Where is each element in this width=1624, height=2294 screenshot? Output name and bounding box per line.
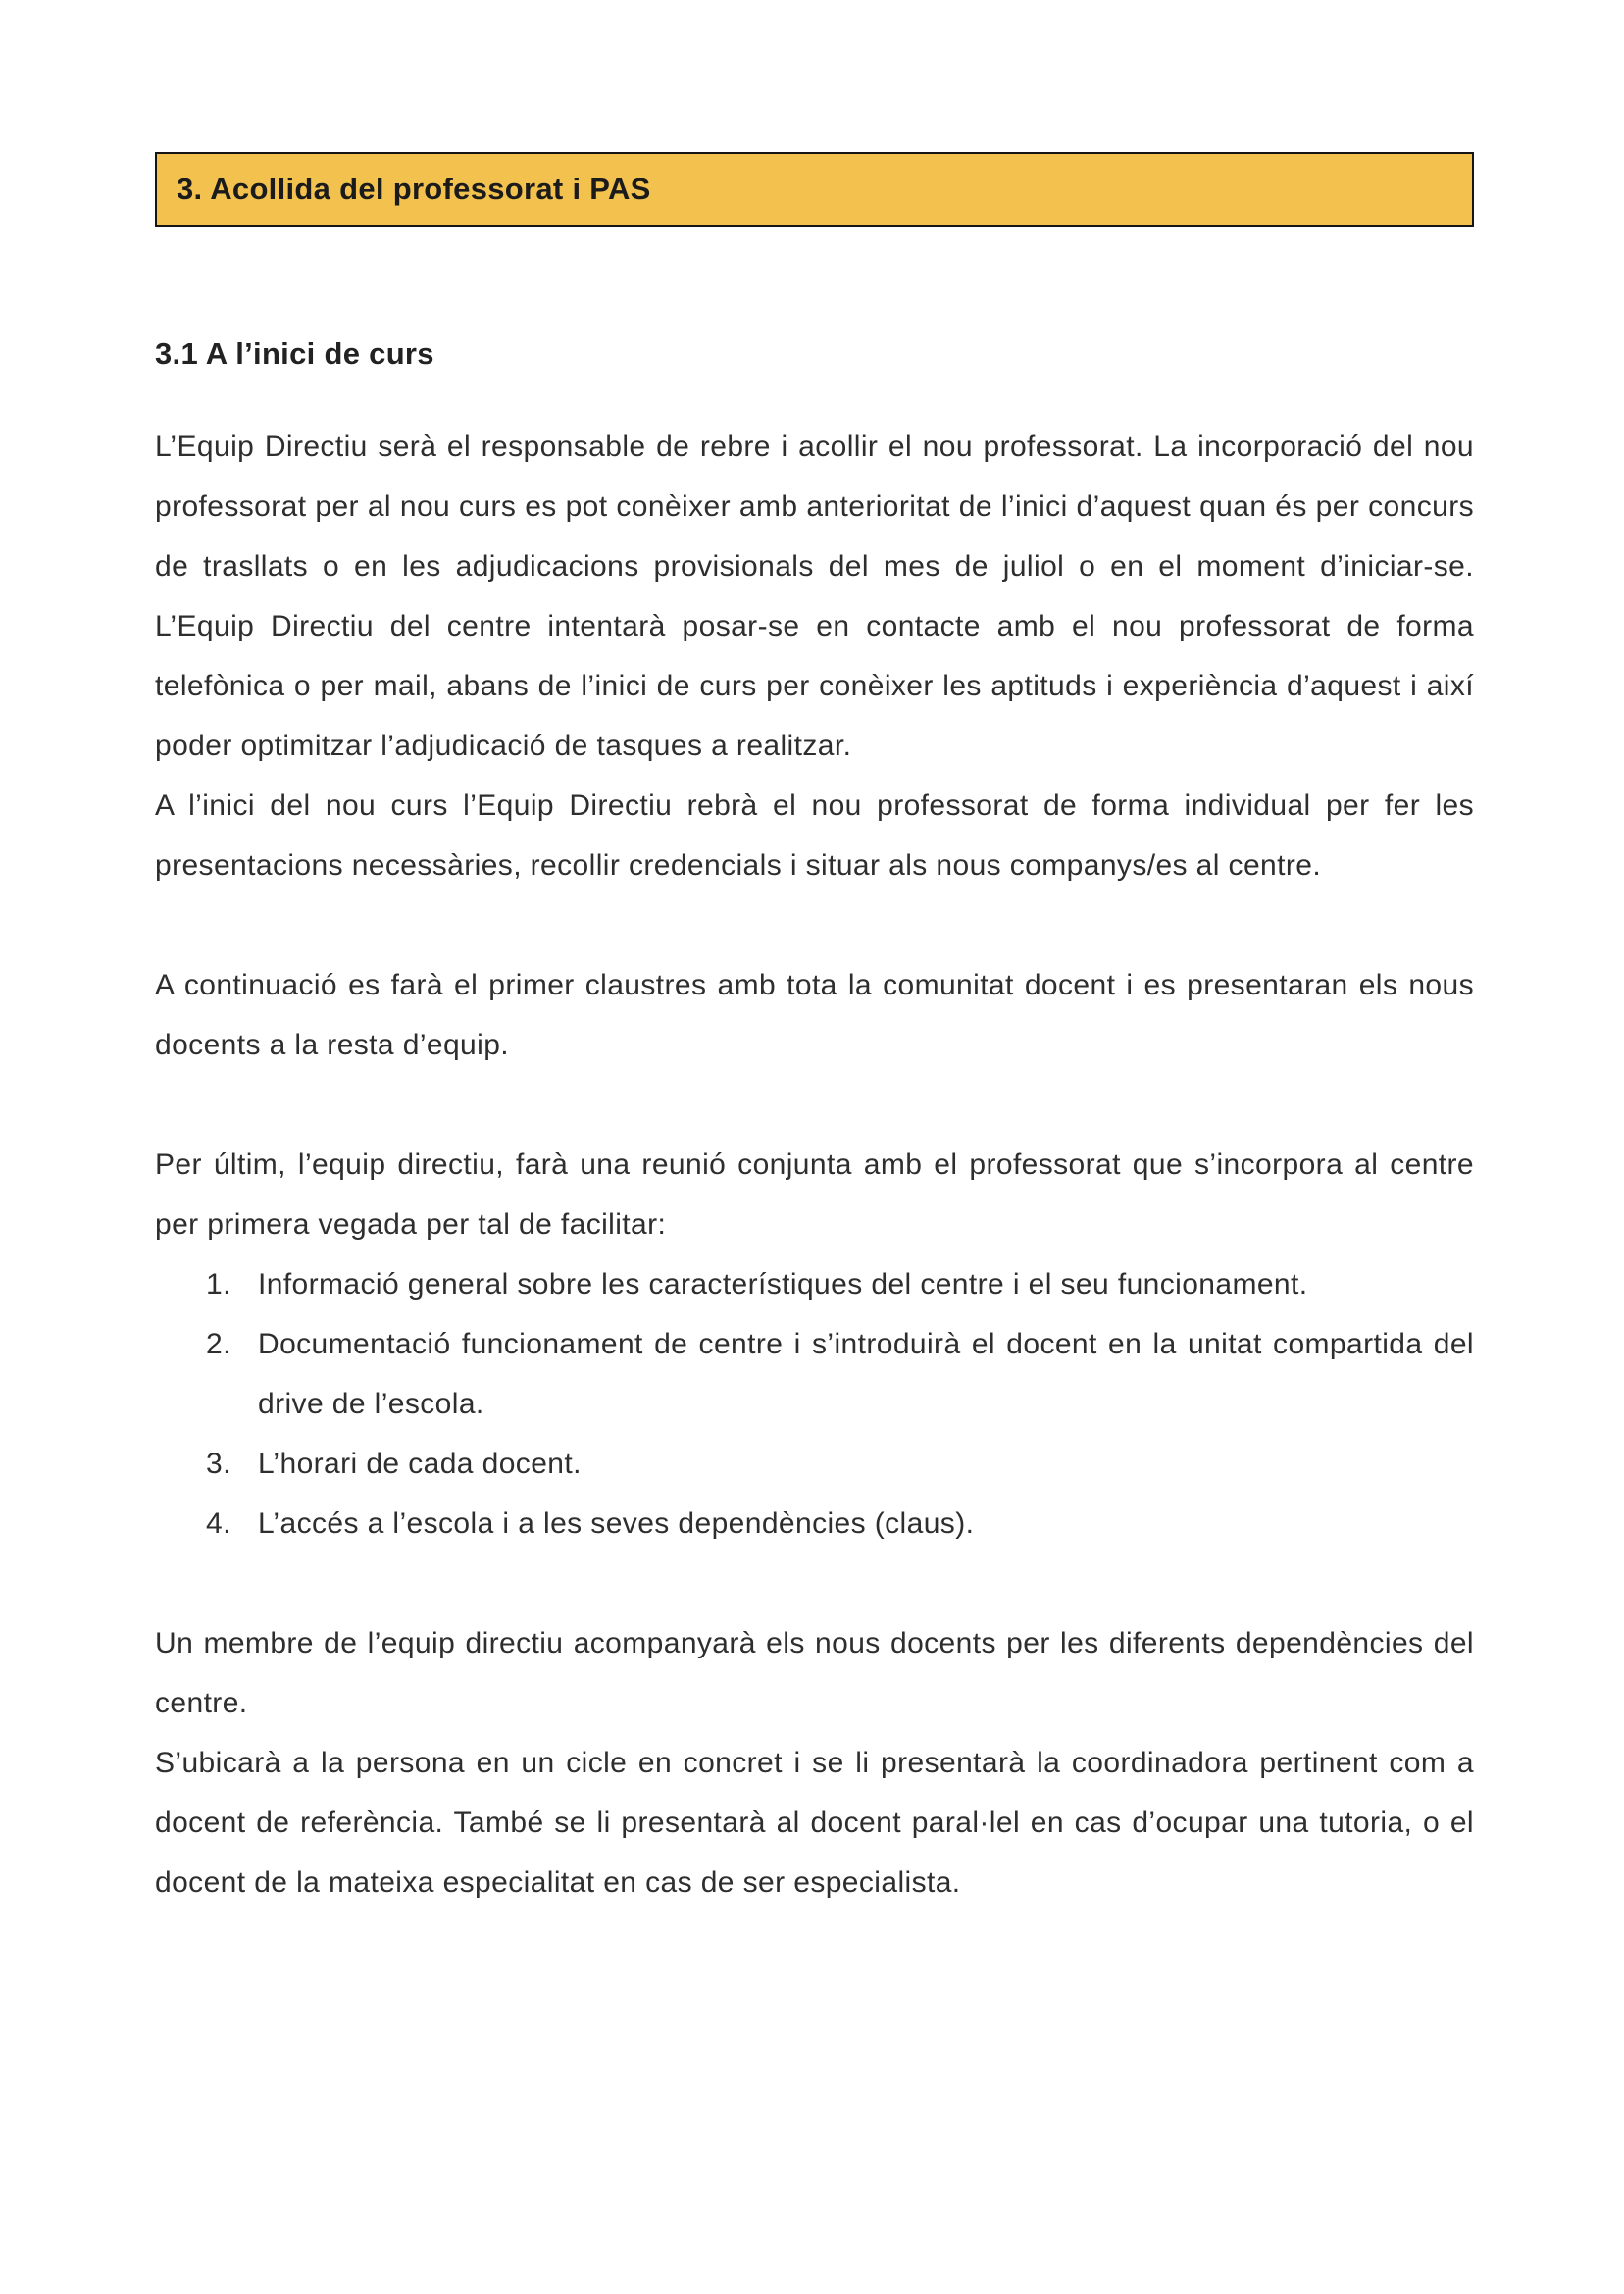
list-item [206, 1314, 1474, 1434]
list-item-number: 1. [206, 1268, 231, 1300]
list-item-number: 4. [206, 1507, 231, 1540]
list-item-number: 3. [206, 1448, 231, 1480]
list-item-text: L’horari de cada docent. [258, 1448, 582, 1480]
list-item-text: Documentació funcionament de centre i s’introduirà el docent en la unitat compartida del drive de l’escola. [258, 1328, 1474, 1420]
body-paragraph: A l’inici del nou curs l’Equip Directiu rebrà el nou professorat de forma individual per fer les presentacions necessàries, recollir credencials i situar als nous companys/es al centre. [155, 790, 1474, 882]
paragraph-spacer [155, 895, 1474, 955]
body-paragraph: Per últim, l’equip directiu, farà una reunió conjunta amb el professorat que s’incorpora al centre per primera vegada per tal de facilitar: [155, 1148, 1474, 1241]
list-item [206, 1254, 1474, 1314]
list-item [206, 1494, 1474, 1554]
list-item-number: 2. [206, 1328, 231, 1360]
section-banner [155, 152, 1474, 227]
body-paragraph: S’ubicarà a la persona en un cicle en concret i se li presentarà la coordinadora pertinent com a docent de referència. També se li presentarà al docent paral·lel en cas d’ocupar una tutoria, o el docent de la mateixa especialitat en cas de ser especialista. [155, 1747, 1474, 1899]
numbered-list [155, 1254, 1474, 1554]
list-item-text: Informació general sobre les característiques del centre i el seu funcionament. [258, 1268, 1308, 1300]
list-item-text: L’accés a l’escola i a les seves dependències (claus). [258, 1507, 975, 1540]
document-body [155, 417, 1474, 1912]
section-banner-title: 3. Acollida del professorat i PAS [177, 172, 651, 206]
body-paragraph: A continuació es farà el primer claustres amb tota la comunitat docent i es presentaran els nous docents a la resta d’equip. [155, 969, 1474, 1061]
subsection-heading: 3.1 A l’inici de curs [155, 336, 434, 371]
list-item [206, 1434, 1474, 1494]
body-paragraph: L’Equip Directiu serà el responsable de rebre i acollir el nou professorat. La incorporació del nou professorat per al nou curs es pot conèixer amb anterioritat de l’inici d’aquest quan és per concurs de trasllats o en les adjudicacions provisionals del mes de juliol o en el moment d’iniciar-se. L’Equip Directiu del centre intentarà posar-se en contacte amb el nou professorat de forma telefònica o per mail, abans de l’inici de curs per conèixer les aptituds i experiència d’aquest i així poder optimitzar l’adjudicació de tasques a realitzar. [155, 431, 1474, 762]
paragraph-spacer [155, 1075, 1474, 1135]
paragraph-spacer [155, 1554, 1474, 1613]
body-paragraph: Un membre de l’equip directiu acompanyarà els nous docents per les diferents dependències del centre. [155, 1627, 1474, 1719]
